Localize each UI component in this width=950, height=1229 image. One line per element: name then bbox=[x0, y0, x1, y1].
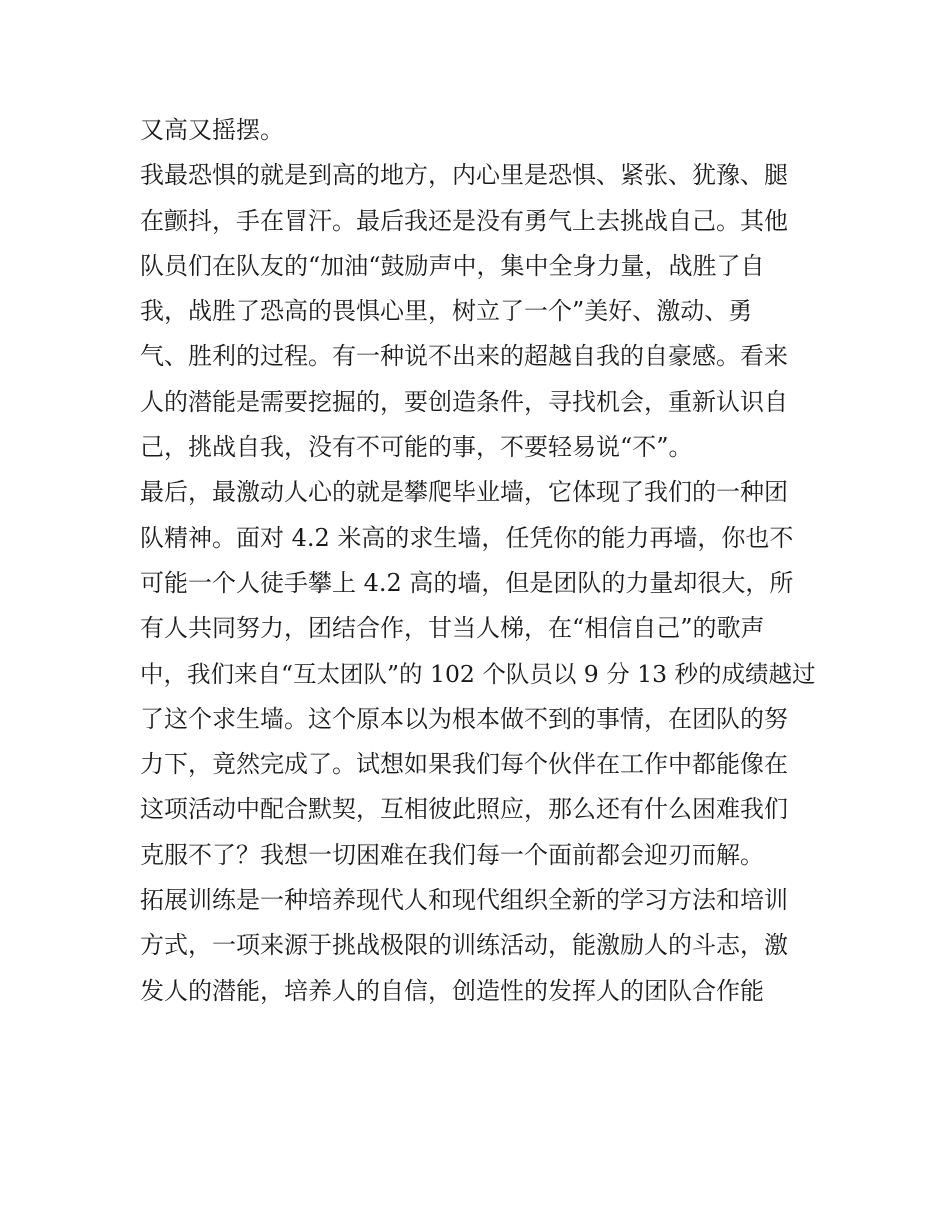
text-line: 人的潜能是需要挖掘的，要创造条件，寻找机会，重新认识自 bbox=[140, 387, 788, 416]
text-line: 气、胜利的过程。有一种说不出来的超越自我的自豪感。看来 bbox=[140, 342, 788, 371]
text-line: 这项活动中配合默契，互相彼此照应，那么还有什么困难我们 bbox=[140, 795, 788, 824]
text-line: 拓展训练是一种培养现代人和现代组织全新的学习方法和培训 bbox=[140, 886, 788, 915]
text-line: 最后，最激动人心的就是攀爬毕业墙，它体现了我们的一种团 bbox=[140, 478, 788, 507]
body-text bbox=[140, 108, 820, 1014]
text-line: 又高又摇摆。 bbox=[140, 116, 284, 144]
text-line: 队员们在队友的“加油“鼓励声中，集中全身力量，战胜了自 bbox=[140, 251, 765, 280]
text-line: 我最恐惧的就是到高的地方，内心里是恐惧、紧张、犹豫、腿 bbox=[140, 161, 788, 190]
text-line: 有人共同努力，团结合作，甘当人梯，在“相信自己”的歌声 bbox=[140, 614, 765, 643]
text-line: 可能一个人徒手攀上 4.2 高的墙，但是团队的力量却很大，所 bbox=[140, 568, 794, 597]
text-line: 了这个求生墙。这个原本以为根本做不到的事情，在团队的努 bbox=[140, 704, 788, 733]
text-line: 力下，竟然完成了。试想如果我们每个伙伴在工作中都能像在 bbox=[140, 750, 788, 779]
text-line: 我，战胜了恐高的畏惧心里，树立了一个”美好、激动、勇 bbox=[140, 297, 753, 326]
text-line: 队精神。面对 4.2 米高的求生墙，任凭你的能力再墙，你也不 bbox=[140, 523, 794, 552]
text-line: 方式，一项来源于挑战极限的训练活动，能激励人的斗志，激 bbox=[140, 931, 788, 960]
text-line: 中，我们来自“互太团队”的 102 个队员以 9 分 13 秒的成绩越过 bbox=[140, 659, 816, 688]
text-line: 克服不了？我想一切困难在我们每一个面前都会迎刃而解。 bbox=[140, 840, 764, 869]
text-line: 发人的潜能，培养人的自信，创造性的发挥人的团队合作能 bbox=[140, 976, 764, 1005]
text-line: 己，挑战自我，没有不可能的事，不要轻易说“不”。 bbox=[140, 433, 693, 462]
text-line: 在颤抖，手在冒汗。最后我还是没有勇气上去挑战自己。其他 bbox=[140, 206, 788, 235]
